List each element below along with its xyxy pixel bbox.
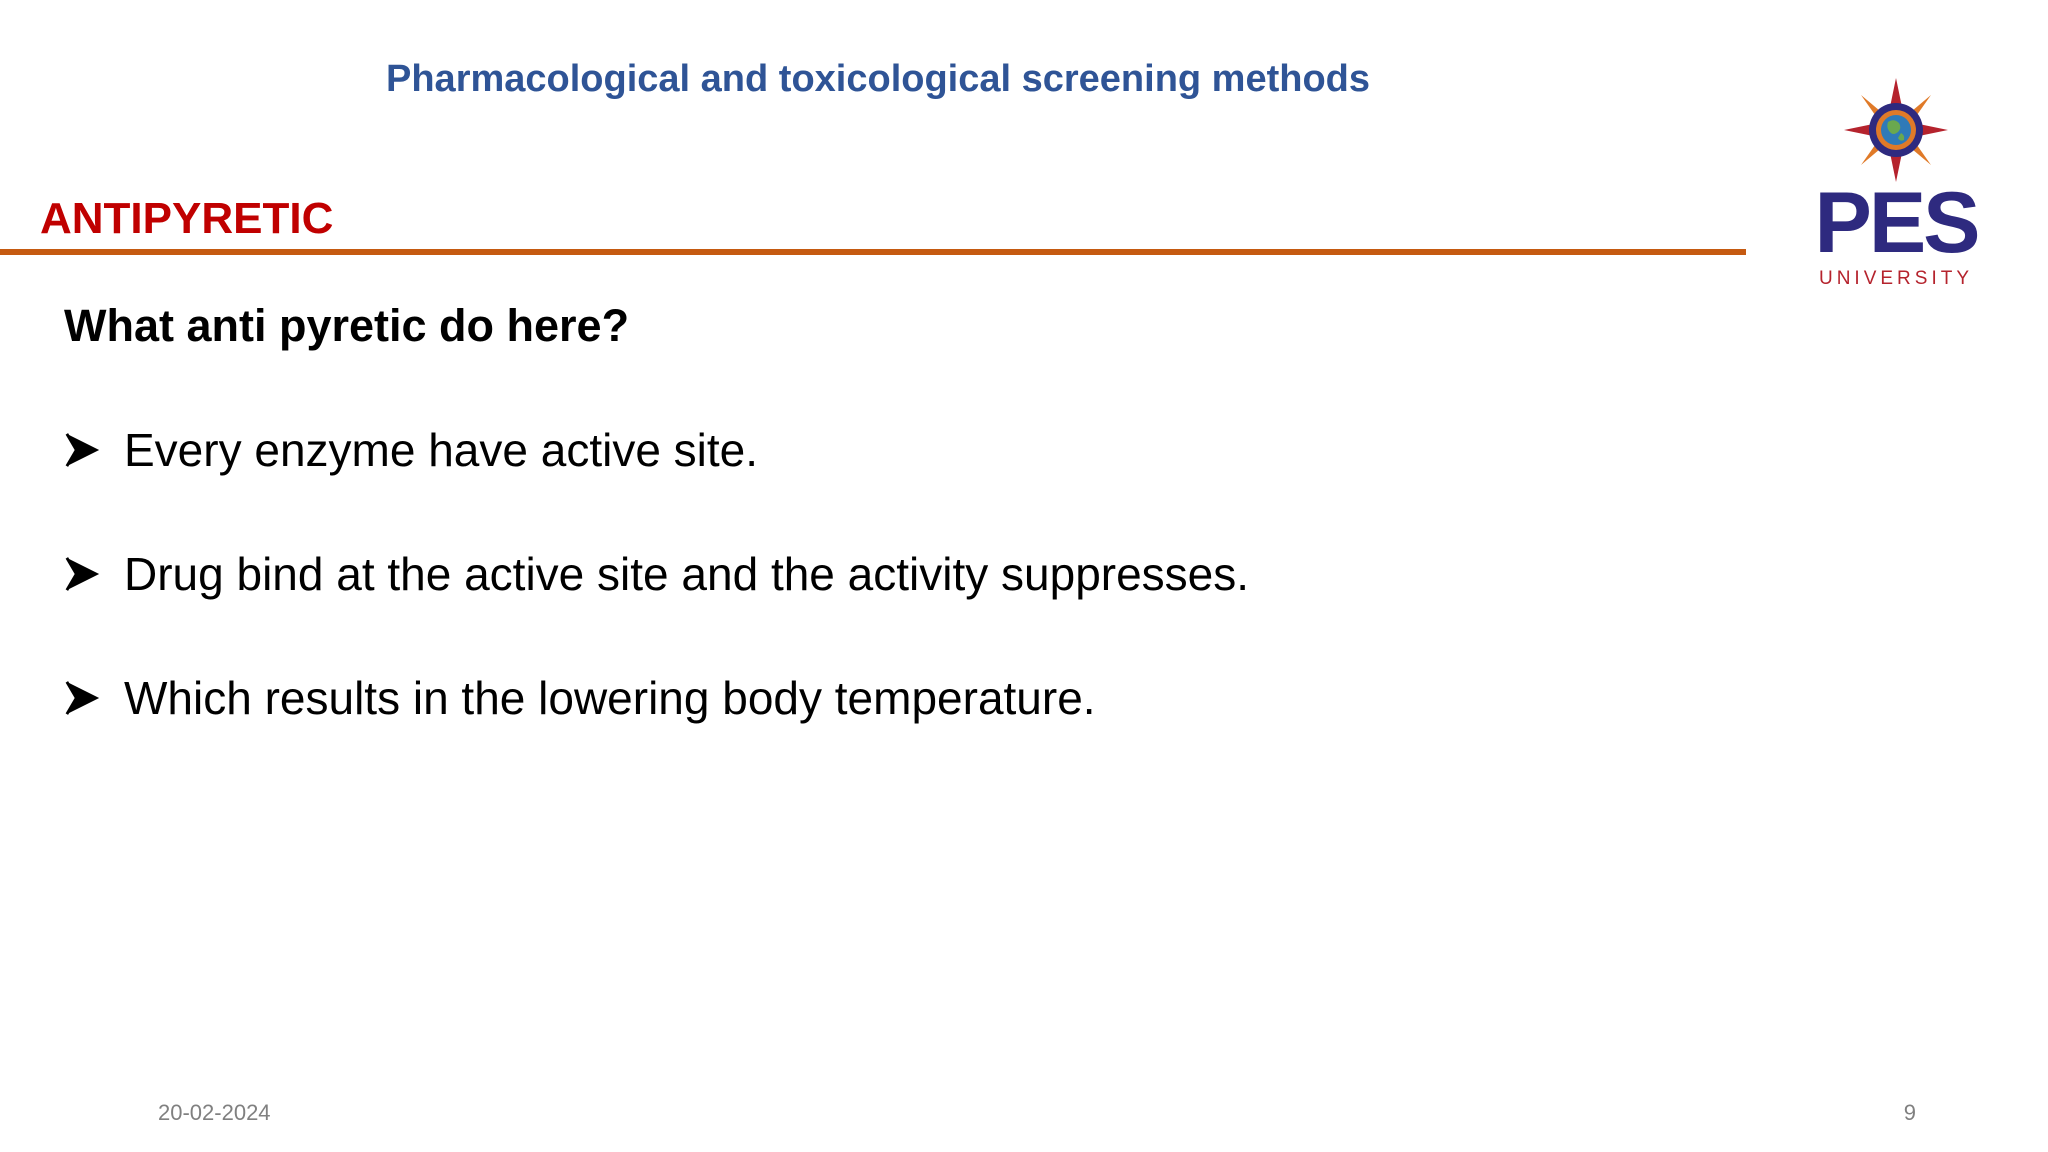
- bullet-text: Every enzyme have active site.: [124, 424, 759, 476]
- pes-university-logo: [1806, 78, 1986, 296]
- bullet-text: Drug bind at the active site and the activity suppresses.: [124, 548, 1250, 600]
- page-number: 9: [1903, 1100, 1916, 1125]
- bullet-text: Which results in the lowering body temperature.: [124, 672, 1096, 724]
- course-title: Pharmacological and toxicological screening methods: [386, 58, 1371, 100]
- arrowhead-bullet-icon: [64, 555, 102, 593]
- logo-subtitle: UNIVERSITY: [1818, 268, 1974, 289]
- question-text: What anti pyretic do here?: [64, 300, 630, 351]
- arrowhead-bullet-icon: [64, 431, 102, 469]
- bullet-item: [64, 420, 1249, 480]
- arrowhead-bullet-icon: [64, 679, 102, 717]
- logo-wordmark: PES: [1814, 175, 1978, 271]
- footer-date: 20-02-2024: [158, 1100, 271, 1125]
- compass-globe-icon: [1844, 78, 1948, 182]
- bullet-list: [64, 420, 1249, 792]
- heading-divider: [0, 249, 1746, 255]
- bullet-item: [64, 544, 1249, 604]
- section-heading: ANTIPYRETIC: [40, 194, 334, 243]
- bullet-item: [64, 668, 1249, 728]
